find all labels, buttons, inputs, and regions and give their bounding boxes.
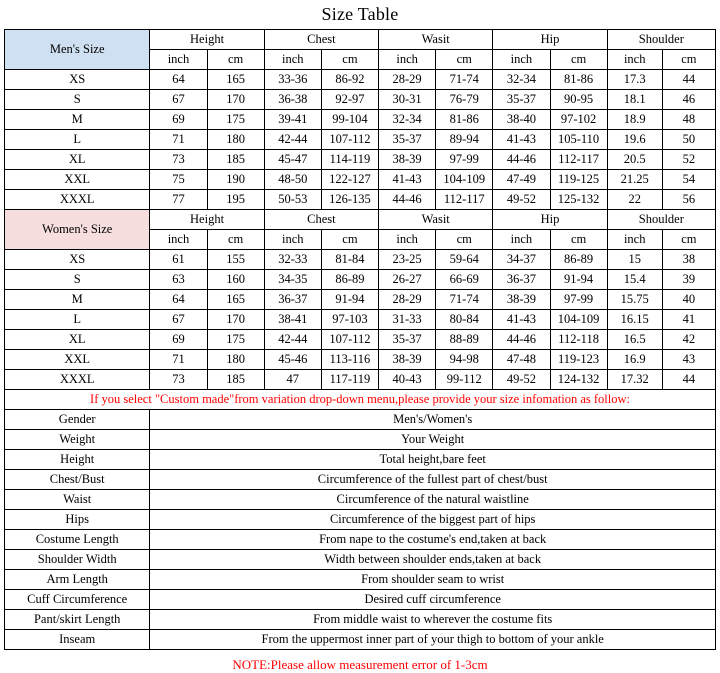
field-1-label: Weight — [5, 430, 150, 450]
women-row-4-size: XL — [5, 330, 150, 350]
field-8-label: Arm Length — [5, 570, 150, 590]
men-row-3-size: L — [5, 130, 150, 150]
women-row-4-cell-5: 88-89 — [436, 330, 493, 350]
field-4-desc: Circumference of the natural waistline — [150, 490, 716, 510]
men-row-5-cell-9: 54 — [662, 170, 715, 190]
men-unit-7: cm — [550, 50, 607, 70]
women-unit-3: cm — [321, 230, 378, 250]
women-group-shoulder: Shoulder — [607, 210, 715, 230]
field-0-desc: Men's/Women's — [150, 410, 716, 430]
men-row-2-cell-1: 175 — [207, 110, 264, 130]
men-row-3-cell-9: 50 — [662, 130, 715, 150]
women-row-5-cell-2: 45-46 — [264, 350, 321, 370]
custom-note-part3: from variation drop-down menu,please provide your size infomation as follow: — [234, 392, 630, 406]
table-row — [5, 250, 716, 270]
men-unit-5: cm — [436, 50, 493, 70]
men-row-4-cell-4: 38-39 — [379, 150, 436, 170]
field-2-desc: Total height,bare feet — [150, 450, 716, 470]
list-item — [5, 430, 716, 450]
men-unit-0: inch — [150, 50, 207, 70]
list-item — [5, 610, 716, 630]
field-0-label: Gender — [5, 410, 150, 430]
men-row-3-cell-5: 89-94 — [436, 130, 493, 150]
women-row-3-cell-7: 104-109 — [550, 310, 607, 330]
women-row-5-cell-5: 94-98 — [436, 350, 493, 370]
women-row-1-cell-9: 39 — [662, 270, 715, 290]
women-row-6-cell-4: 40-43 — [379, 370, 436, 390]
men-row-4-cell-2: 45-47 — [264, 150, 321, 170]
men-row-5-cell-5: 104-109 — [436, 170, 493, 190]
men-unit-4: inch — [379, 50, 436, 70]
men-row-6-cell-7: 125-132 — [550, 190, 607, 210]
men-row-0-cell-2: 33-36 — [264, 70, 321, 90]
women-row-6-cell-2: 47 — [264, 370, 321, 390]
women-row-1-cell-3: 86-89 — [321, 270, 378, 290]
men-unit-9: cm — [662, 50, 715, 70]
men-row-2-cell-9: 48 — [662, 110, 715, 130]
women-row-3-cell-9: 41 — [662, 310, 715, 330]
list-item — [5, 530, 716, 550]
men-row-1-cell-0: 67 — [150, 90, 207, 110]
measurement-error-note: NOTE:Please allow measurement error of 1-3cm — [232, 657, 488, 672]
men-row-1-cell-5: 76-79 — [436, 90, 493, 110]
women-row-0-size: XS — [5, 250, 150, 270]
men-row-4-cell-1: 185 — [207, 150, 264, 170]
women-row-2-cell-4: 28-29 — [379, 290, 436, 310]
women-row-0-cell-4: 23-25 — [379, 250, 436, 270]
women-row-4-cell-8: 16.5 — [607, 330, 662, 350]
men-row-5-cell-4: 41-43 — [379, 170, 436, 190]
men-row-0-cell-6: 32-34 — [493, 70, 550, 90]
women-row-5-cell-6: 47-48 — [493, 350, 550, 370]
men-unit-2: inch — [264, 50, 321, 70]
table-row — [5, 150, 716, 170]
list-item — [5, 490, 716, 510]
men-row-1-size: S — [5, 90, 150, 110]
women-row-1-cell-0: 63 — [150, 270, 207, 290]
women-row-2-cell-5: 71-74 — [436, 290, 493, 310]
women-row-3-cell-1: 170 — [207, 310, 264, 330]
women-group-waist: Wasit — [379, 210, 493, 230]
women-row-6-size: XXXL — [5, 370, 150, 390]
women-size-header: Women's Size — [5, 210, 150, 250]
women-row-5-cell-9: 43 — [662, 350, 715, 370]
women-row-0-cell-5: 59-64 — [436, 250, 493, 270]
women-row-2-cell-3: 91-94 — [321, 290, 378, 310]
women-row-3-cell-6: 41-43 — [493, 310, 550, 330]
men-row-6-cell-0: 77 — [150, 190, 207, 210]
women-row-2-cell-9: 40 — [662, 290, 715, 310]
men-row-2-size: M — [5, 110, 150, 130]
women-row-4-cell-1: 175 — [207, 330, 264, 350]
men-row-2-cell-7: 97-102 — [550, 110, 607, 130]
field-4-label: Waist — [5, 490, 150, 510]
men-row-4-cell-3: 114-119 — [321, 150, 378, 170]
men-row-1-cell-3: 92-97 — [321, 90, 378, 110]
field-11-label: Inseam — [5, 630, 150, 650]
field-3-label: Chest/Bust — [5, 470, 150, 490]
women-row-6-cell-3: 117-119 — [321, 370, 378, 390]
table-row — [5, 130, 716, 150]
men-row-3-cell-0: 71 — [150, 130, 207, 150]
men-row-3-cell-4: 35-37 — [379, 130, 436, 150]
men-unit-3: cm — [321, 50, 378, 70]
field-11-desc: From the uppermost inner part of your thigh to bottom of your ankle — [150, 630, 716, 650]
field-2-label: Height — [5, 450, 150, 470]
men-row-6-size: XXXL — [5, 190, 150, 210]
women-row-4-cell-4: 35-37 — [379, 330, 436, 350]
women-row-5-cell-0: 71 — [150, 350, 207, 370]
men-unit-6: inch — [493, 50, 550, 70]
women-unit-5: cm — [436, 230, 493, 250]
table-row — [5, 370, 716, 390]
table-row — [5, 90, 716, 110]
women-row-4-cell-0: 69 — [150, 330, 207, 350]
women-group-height: Height — [150, 210, 264, 230]
table-row — [5, 190, 716, 210]
field-9-desc: Desired cuff circumference — [150, 590, 716, 610]
list-item — [5, 470, 716, 490]
women-row-5-cell-8: 16.9 — [607, 350, 662, 370]
women-row-2-cell-0: 64 — [150, 290, 207, 310]
men-row-0-cell-7: 81-86 — [550, 70, 607, 90]
women-row-1-cell-2: 34-35 — [264, 270, 321, 290]
field-10-label: Pant/skirt Length — [5, 610, 150, 630]
men-row-0-cell-1: 165 — [207, 70, 264, 90]
women-row-4-cell-2: 42-44 — [264, 330, 321, 350]
women-unit-8: inch — [607, 230, 662, 250]
table-row — [5, 330, 716, 350]
women-unit-0: inch — [150, 230, 207, 250]
women-row-4-cell-9: 42 — [662, 330, 715, 350]
field-9-label: Cuff Circumference — [5, 590, 150, 610]
men-row-2-cell-4: 32-34 — [379, 110, 436, 130]
men-row-5-size: XXL — [5, 170, 150, 190]
women-row-6-cell-9: 44 — [662, 370, 715, 390]
page-title: Size Table — [321, 4, 399, 24]
women-row-0-cell-1: 155 — [207, 250, 264, 270]
men-unit-1: cm — [207, 50, 264, 70]
women-row-5-size: XXL — [5, 350, 150, 370]
women-row-5-cell-7: 119-123 — [550, 350, 607, 370]
field-6-desc: From nape to the costume's end,taken at back — [150, 530, 716, 550]
women-row-6-cell-5: 99-112 — [436, 370, 493, 390]
men-row-2-cell-6: 38-40 — [493, 110, 550, 130]
list-item — [5, 410, 716, 430]
women-row-4-cell-7: 112-118 — [550, 330, 607, 350]
table-row — [5, 270, 716, 290]
women-row-1-cell-8: 15.4 — [607, 270, 662, 290]
custom-note-row — [5, 390, 716, 410]
men-row-0-cell-4: 28-29 — [379, 70, 436, 90]
women-row-2-cell-1: 165 — [207, 290, 264, 310]
women-row-1-cell-1: 160 — [207, 270, 264, 290]
women-row-0-cell-8: 15 — [607, 250, 662, 270]
table-row — [5, 310, 716, 330]
custom-note-part2: "Custom made" — [154, 392, 235, 406]
list-item — [5, 630, 716, 650]
women-row-1-cell-6: 36-37 — [493, 270, 550, 290]
women-group-hip: Hip — [493, 210, 607, 230]
field-5-label: Hips — [5, 510, 150, 530]
men-row-1-cell-7: 90-95 — [550, 90, 607, 110]
custom-note-part1: If you select — [90, 392, 155, 406]
men-row-5-cell-2: 48-50 — [264, 170, 321, 190]
women-row-2-cell-6: 38-39 — [493, 290, 550, 310]
men-row-0-cell-3: 86-92 — [321, 70, 378, 90]
men-row-4-cell-8: 20.5 — [607, 150, 662, 170]
men-row-4-cell-9: 52 — [662, 150, 715, 170]
women-row-1-cell-5: 66-69 — [436, 270, 493, 290]
women-row-0-cell-3: 81-84 — [321, 250, 378, 270]
women-unit-9: cm — [662, 230, 715, 250]
women-row-4-cell-3: 107-112 — [321, 330, 378, 350]
women-row-3-size: L — [5, 310, 150, 330]
women-row-4-cell-6: 44-46 — [493, 330, 550, 350]
men-unit-8: inch — [607, 50, 662, 70]
list-item — [5, 550, 716, 570]
women-row-0-cell-6: 34-37 — [493, 250, 550, 270]
women-unit-1: cm — [207, 230, 264, 250]
table-row — [5, 350, 716, 370]
field-7-label: Shoulder Width — [5, 550, 150, 570]
men-row-4-cell-6: 44-46 — [493, 150, 550, 170]
men-row-6-cell-4: 44-46 — [379, 190, 436, 210]
field-8-desc: From shoulder seam to wrist — [150, 570, 716, 590]
men-group-shoulder: Shoulder — [607, 30, 715, 50]
men-row-1-cell-2: 36-38 — [264, 90, 321, 110]
men-row-1-cell-6: 35-37 — [493, 90, 550, 110]
men-row-4-size: XL — [5, 150, 150, 170]
women-row-6-cell-8: 17.32 — [607, 370, 662, 390]
table-row — [5, 110, 716, 130]
men-row-5-cell-8: 21.25 — [607, 170, 662, 190]
men-row-2-cell-5: 81-86 — [436, 110, 493, 130]
women-row-6-cell-6: 49-52 — [493, 370, 550, 390]
men-size-header: Men's Size — [5, 30, 150, 70]
women-row-2-cell-8: 15.75 — [607, 290, 662, 310]
women-row-1-cell-4: 26-27 — [379, 270, 436, 290]
women-unit-7: cm — [550, 230, 607, 250]
men-row-1-cell-4: 30-31 — [379, 90, 436, 110]
women-row-0-cell-2: 32-33 — [264, 250, 321, 270]
men-row-6-cell-3: 126-135 — [321, 190, 378, 210]
list-item — [5, 590, 716, 610]
men-row-0-size: XS — [5, 70, 150, 90]
women-row-3-cell-5: 80-84 — [436, 310, 493, 330]
women-row-2-size: M — [5, 290, 150, 310]
table-row — [5, 70, 716, 90]
field-1-desc: Your Weight — [150, 430, 716, 450]
women-row-0-cell-0: 61 — [150, 250, 207, 270]
men-row-5-cell-7: 119-125 — [550, 170, 607, 190]
men-row-0-cell-0: 64 — [150, 70, 207, 90]
men-row-5-cell-1: 190 — [207, 170, 264, 190]
women-row-3-cell-2: 38-41 — [264, 310, 321, 330]
men-row-1-cell-9: 46 — [662, 90, 715, 110]
men-row-2-cell-8: 18.9 — [607, 110, 662, 130]
men-group-hip: Hip — [493, 30, 607, 50]
women-row-3-cell-8: 16.15 — [607, 310, 662, 330]
men-row-1-cell-8: 18.1 — [607, 90, 662, 110]
table-row — [5, 170, 716, 190]
men-row-3-cell-8: 19.6 — [607, 130, 662, 150]
men-row-2-cell-0: 69 — [150, 110, 207, 130]
men-row-2-cell-3: 99-104 — [321, 110, 378, 130]
men-group-height: Height — [150, 30, 264, 50]
women-row-6-cell-1: 185 — [207, 370, 264, 390]
women-unit-6: inch — [493, 230, 550, 250]
men-row-0-cell-9: 44 — [662, 70, 715, 90]
women-row-6-cell-0: 73 — [150, 370, 207, 390]
women-group-header-row — [5, 210, 716, 230]
men-row-6-cell-9: 56 — [662, 190, 715, 210]
men-row-2-cell-2: 39-41 — [264, 110, 321, 130]
men-row-5-cell-6: 47-49 — [493, 170, 550, 190]
men-row-3-cell-2: 42-44 — [264, 130, 321, 150]
women-row-0-cell-9: 38 — [662, 250, 715, 270]
field-3-desc: Circumference of the fullest part of chest/bust — [150, 470, 716, 490]
field-5-desc: Circumference of the biggest part of hips — [150, 510, 716, 530]
men-group-header-row — [5, 30, 716, 50]
field-7-desc: Width between shoulder ends,taken at back — [150, 550, 716, 570]
men-row-6-cell-1: 195 — [207, 190, 264, 210]
women-unit-4: inch — [379, 230, 436, 250]
men-row-3-cell-7: 105-110 — [550, 130, 607, 150]
men-row-6-cell-2: 50-53 — [264, 190, 321, 210]
men-row-0-cell-8: 17.3 — [607, 70, 662, 90]
women-row-2-cell-2: 36-37 — [264, 290, 321, 310]
field-6-label: Costume Length — [5, 530, 150, 550]
men-row-5-cell-3: 122-127 — [321, 170, 378, 190]
men-row-3-cell-3: 107-112 — [321, 130, 378, 150]
custom-made-note — [5, 390, 716, 410]
women-row-3-cell-4: 31-33 — [379, 310, 436, 330]
women-row-1-size: S — [5, 270, 150, 290]
women-row-5-cell-1: 180 — [207, 350, 264, 370]
men-row-3-cell-6: 41-43 — [493, 130, 550, 150]
table-row — [5, 290, 716, 310]
women-row-5-cell-3: 113-116 — [321, 350, 378, 370]
men-row-1-cell-1: 170 — [207, 90, 264, 110]
men-row-3-cell-1: 180 — [207, 130, 264, 150]
list-item — [5, 570, 716, 590]
list-item — [5, 510, 716, 530]
men-group-chest: Chest — [264, 30, 378, 50]
field-10-desc: From middle waist to wherever the costume fits — [150, 610, 716, 630]
women-row-1-cell-7: 91-94 — [550, 270, 607, 290]
women-unit-2: inch — [264, 230, 321, 250]
women-row-0-cell-7: 86-89 — [550, 250, 607, 270]
men-row-6-cell-6: 49-52 — [493, 190, 550, 210]
men-row-5-cell-0: 75 — [150, 170, 207, 190]
women-row-3-cell-0: 67 — [150, 310, 207, 330]
men-row-4-cell-0: 73 — [150, 150, 207, 170]
list-item — [5, 450, 716, 470]
men-row-4-cell-7: 112-117 — [550, 150, 607, 170]
men-group-waist: Wasit — [379, 30, 493, 50]
men-row-0-cell-5: 71-74 — [436, 70, 493, 90]
men-row-6-cell-8: 22 — [607, 190, 662, 210]
women-row-5-cell-4: 38-39 — [379, 350, 436, 370]
women-row-6-cell-7: 124-132 — [550, 370, 607, 390]
men-row-6-cell-5: 112-117 — [436, 190, 493, 210]
women-row-3-cell-3: 97-103 — [321, 310, 378, 330]
women-row-2-cell-7: 97-99 — [550, 290, 607, 310]
size-table — [4, 29, 716, 650]
men-row-4-cell-5: 97-99 — [436, 150, 493, 170]
women-group-chest: Chest — [264, 210, 378, 230]
